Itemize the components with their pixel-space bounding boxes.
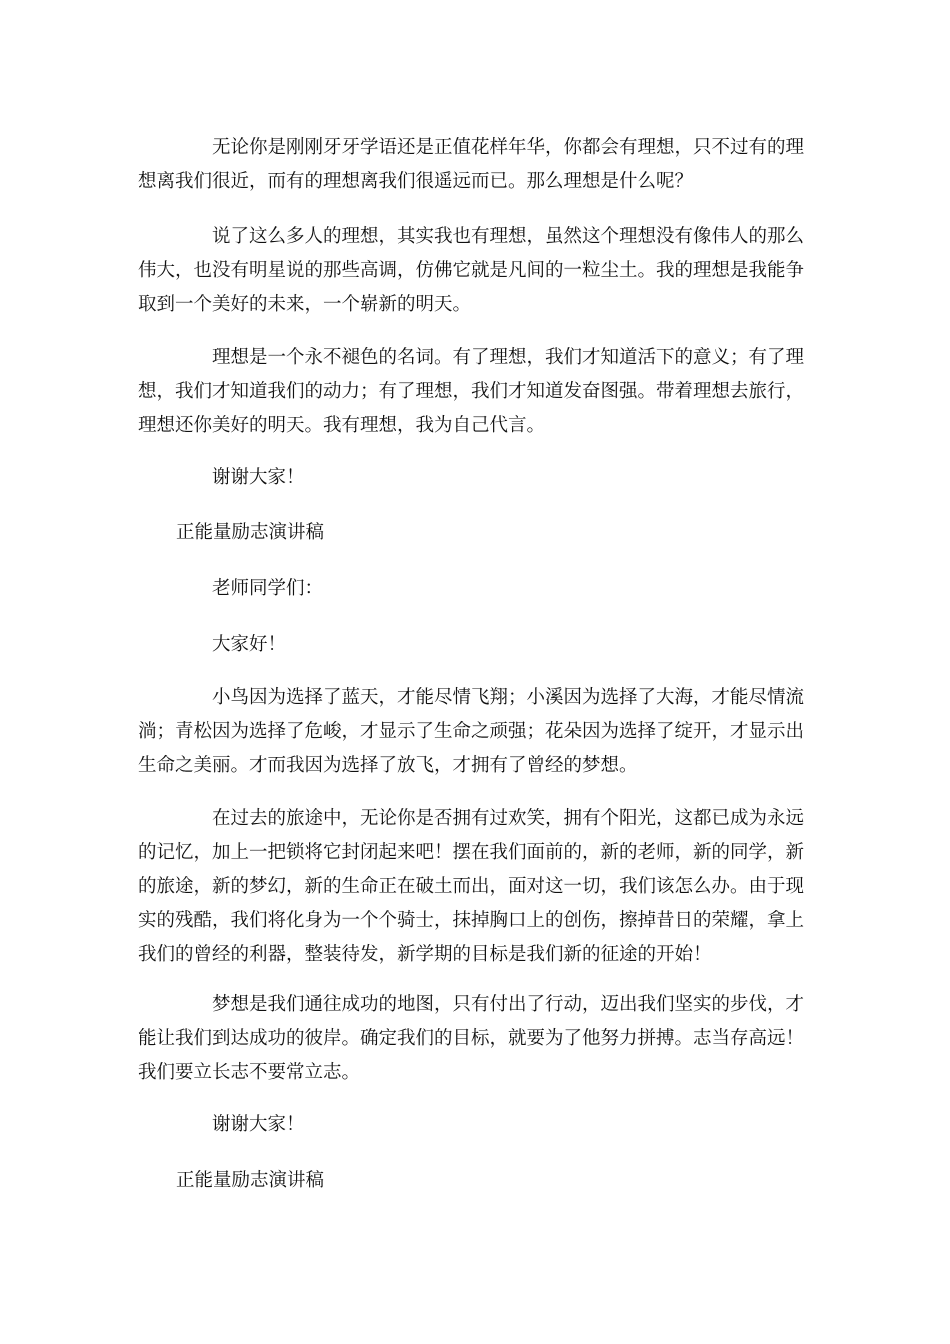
paragraph-my-ideal: 说了这么多人的理想，其实我也有理想，虽然这个理想没有像伟人的那么伟大，也没有明星说的那些高调，仿佛它就是凡间的一粒尘土。我的理想是我能争取到一个美好的未来，一个崭新的明天。	[138, 226, 805, 315]
closing-thanks-1: 谢谢大家！	[212, 467, 305, 488]
paragraph-choice: 小鸟因为选择了蓝天，才能尽情飞翔；小溪因为选择了大海，才能尽情流淌；青松因为选择了危峻，才显示了生命之顽强；花朵因为选择了绽开，才显示出生命之美丽。才而我因为选择了放飞，才拥有了曾经的梦想。	[138, 687, 805, 776]
paragraph-ideal-intro: 无论你是刚刚牙牙学语还是正值花样年华，你都会有理想，只不过有的理想离我们很近，而有的理想离我们很遥远而已。那么理想是什么呢？	[138, 137, 805, 192]
greeting: 大家好！	[212, 634, 287, 655]
paragraph-ideal-meaning: 理想是一个永不褪色的名词。有了理想，我们才知道活下的意义；有了理想，我们才知道我们的动力；有了理想，我们才知道发奋图强。带着理想去旅行，理想还你美好的明天。我有理想，我为自己代言。	[138, 347, 805, 436]
section-title-1: 正能量励志演讲稿	[176, 522, 325, 543]
section-title-2: 正能量励志演讲稿	[176, 1170, 325, 1191]
paragraph-journey: 在过去的旅途中，无论你是否拥有过欢笑，拥有个阳光，这都已成为永远的记忆，加上一把锁将它封闭起来吧！摆在我们面前的，新的老师，新的同学，新的旅途，新的梦幻，新的生命正在破土而出，面对这一切，我们该怎么办。由于现实的残酷，我们将化身为一个个骑士，抹掉胸口上的创伤，擦掉昔日的荣耀，拿上我们的曾经的利器，整装待发，新学期的目标是我们新的征途的开始！	[138, 808, 805, 965]
closing-thanks-2: 谢谢大家！	[212, 1114, 305, 1135]
paragraph-dream-map: 梦想是我们通往成功的地图，只有付出了行动，迈出我们坚实的步伐，才能让我们到达成功的彼岸。确定我们的目标，就要为了他努力拼搏。志当存高远！我们要立长志不要常立志。	[138, 994, 805, 1083]
salutation: 老师同学们：	[212, 578, 324, 599]
